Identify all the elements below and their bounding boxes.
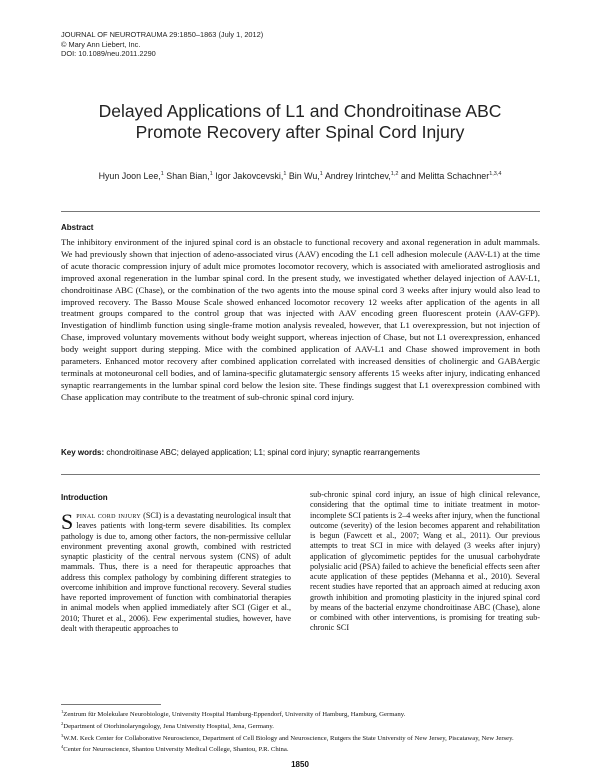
journal-masthead: [61, 30, 263, 59]
author-list: [40, 171, 560, 181]
author-affiliation-marker: 1: [160, 171, 164, 177]
author-name: Bin Wu,: [288, 171, 320, 181]
intro-smallcaps-lead: pinal cord injury: [76, 511, 141, 520]
intro-left-text: (SCI) is a devastating neurological insult that leaves patients with long-term severe disabilities. Its complex pathology is due to, among other factors, the non-permissive cellular environment preventing axonal growth, combined with restricted synaptic plasticity of the central nervous system (CNS) of adult mammals. Thus, there is a need for therapeutic approaches that address this complex pathology by combining different strategies to overcome inhibition and improve functional recovery. Several studies have reported improvement of function with combinatorial therapies in animal models when applied immediately after SCI (Giger et al., 2010; Thuret et al., 2006). Few experimental studies, however, have dealt with therapeutic approaches to: [61, 511, 291, 633]
author-affiliation-marker: 1: [283, 171, 287, 177]
affiliation-footnotes: [61, 708, 544, 755]
abstract-body: The inhibitory environment of the injured spinal cord is an obstacle to functional recovery and axonal regeneration in adult mammals. We had previously shown that injection of adeno-associated virus (AAV) encoding the L1 cell adhesion molecule (AAV-L1) at the time of acute thoracic compression injury of adult mice promotes locomotor recovery, which is associated with ameliorated astrogliosis and improved axonal regeneration in the lumbar spinal cord. In the present study, we investigated whether delayed injection of AAV-L1, chondroitinase ABC (Chase), or the combination of the two agents into the mouse spinal cord 3 weeks after injury would also lead to improved recovery. The Basso Mouse Scale showed enhanced locomotor recovery 12 weeks after application of the agents in all treatment groups compared to the control group that was injected with AAV encoding green fluorescent protein (AAV-GFP). Investigation of hindlimb function using single-frame motion analysis revealed, however, that L1 overexpression, but not injection of Chase, improved voluntary movements without body weight support, whereas injection of Chase, but not L1 overexpression, enhanced body weight support during stepping. Mice with the combined application of AAV-L1 and Chase showed improvement in both parameters. Enhanced motor recovery after combined application correlated with increased densities of cholinergic and GABAergic terminals at motoneuronal cell bodies, and of lamina-specific glutamatergic sensory afferents 15 weeks after injury, indicating enhanced synaptic rearrangements in the lumbar spinal cord below the lesion site. These findings suggest that L1 overexpression combined with Chase application may contribute to the treatment of sub-chronic spinal cord injury.: [61, 237, 540, 402]
masthead-journal-line: JOURNAL OF NEUROTRAUMA 29:1850–1863 (July 1, 2012): [61, 30, 264, 39]
footnote-item: [61, 743, 544, 755]
keywords-text: chondroitinase ABC; delayed application; L1; spinal cord injury; synaptic rearrangements: [104, 448, 420, 457]
abstract-bottom-rule: [61, 474, 540, 475]
title-line-1: Delayed Applications of L1 and Chondroitinase ABC: [98, 101, 502, 121]
footnote-marker: 4: [61, 744, 64, 750]
author-name: Shan Bian,: [166, 171, 210, 181]
author-affiliation-marker: 1,2: [390, 171, 399, 177]
author-name: Igor Jakovcevski,: [215, 171, 284, 181]
keywords-line: [61, 448, 540, 457]
footnote-item: [61, 720, 544, 732]
keywords-label: Key words:: [61, 448, 105, 457]
author-name: and Melitta Schachner: [400, 171, 490, 181]
abstract-top-rule: [61, 211, 540, 212]
page-number: 1850: [291, 760, 309, 769]
masthead-doi-line: DOI: 10.1089/neu.2011.2290: [61, 49, 156, 59]
footnote-marker: 2: [61, 720, 64, 726]
introduction-right-column: sub-chronic spinal cord injury, an issue of high clinical relevance, considering that the optimal time to initiate treatment in motor-incomplete SCI patients is 2–4 weeks after injury, when the functional outcome (severity) of the lesion becomes apparent and rehabilitation is begun (Fawcett et al., 2007; Wang et al., 2011). Our previous attempts to treat SCI in mice with delayed (3 weeks after injury) application of glycomimetic peptides for the unusual carbohydrate polysialic acid (PSA) failed to achieve the beneficial effects seen after acute application of these peptides (Mehanna et al., 2010). Several recent studies have reported that an approach aimed at reducing axon growth inhibition and promoting plasticity in the injured spinal cord by means of the bacterial enzyme chondroitinase ABC (Chase), alone or combined with other interventions, is promising for treating sub-chronic SCI: [310, 490, 540, 633]
abstract-heading: Abstract: [61, 223, 94, 232]
author-name: Hyun Joon Lee,: [98, 171, 161, 181]
drop-cap: S: [61, 509, 74, 534]
footnote-item: [61, 708, 544, 720]
author-name: Andrey Irintchev,: [324, 171, 391, 181]
footnote-marker: 1: [61, 709, 64, 714]
footnote-text: Department of Otorhinolaryngology, Jena University Hospital, Jena, Germany.: [63, 722, 274, 730]
author-affiliation-marker: 1: [209, 171, 213, 177]
footnote-text: Zentrum für Molekulare Neurobiologie, University Hospital Hamburg-Eppendorf, University of Hamburg, Hamburg, Germany.: [63, 711, 406, 718]
masthead-copyright-line: © Mary Ann Liebert, Inc.: [61, 39, 141, 49]
footnote-text: Center for Neuroscience, Shantou University Medical College, Shantou, P.R. China.: [63, 746, 289, 754]
author-affiliation-marker: 1: [319, 171, 323, 177]
article-title: [40, 101, 560, 143]
title-line-2: Promote Recovery after Spinal Cord Injury: [135, 122, 465, 142]
footnote-item: [61, 732, 544, 744]
footnote-marker: 3: [61, 732, 64, 738]
introduction-heading: Introduction: [61, 493, 108, 502]
footnote-separator: [61, 704, 161, 705]
author-affiliation-marker: 1,3,4: [489, 171, 502, 177]
footnote-text: W.M. Keck Center for Collaborative Neuroscience, Department of Cell Biology and Neuroscience, Rutgers the State University of New Jersey, Piscataway, New Jersey.: [63, 734, 514, 742]
introduction-left-column: [61, 511, 291, 634]
